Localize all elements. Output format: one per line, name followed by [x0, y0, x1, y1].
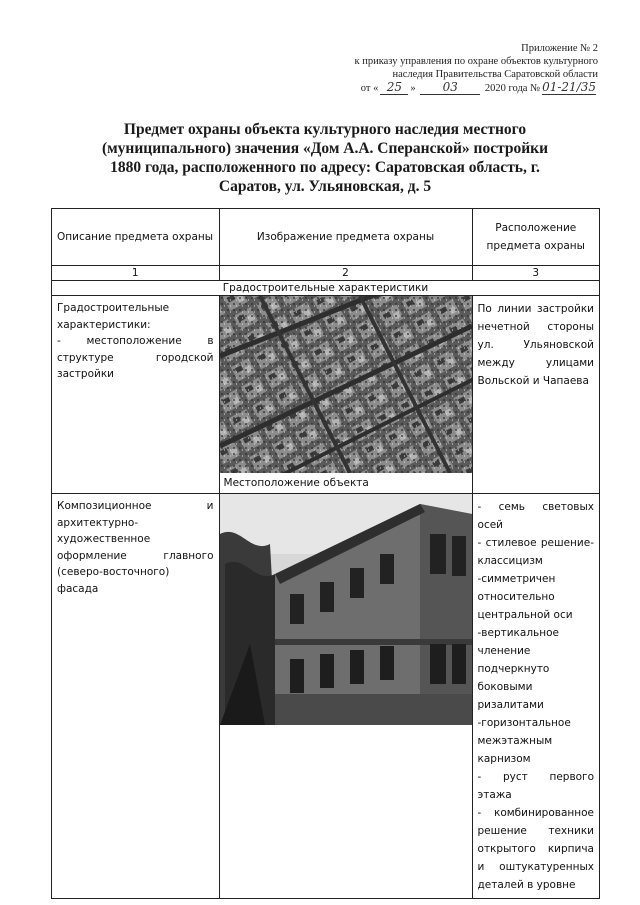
feature-item: -горизонтальное межэтажным карнизом: [477, 717, 571, 765]
appendix-title: Приложение № 2: [521, 43, 598, 54]
table-row: [52, 296, 600, 494]
feature-item: -вертикальное членение подчеркнуто боковыми ризалитами: [477, 627, 559, 711]
facade-photo: [220, 494, 472, 725]
year-text: 2020 года №: [484, 83, 541, 94]
column-number-3: 3: [472, 266, 599, 281]
date-prefix: от «: [360, 83, 379, 94]
row1-desc-item: - местоположение в структуре городской застройки: [57, 335, 214, 380]
table-row: [52, 494, 600, 899]
appendix-order-line: к приказу управления по охране объектов культурного: [354, 56, 598, 67]
header-image: Изображение предмета охраны: [219, 209, 472, 266]
row2-description: Композиционное и архитектурно-художественное оформление главного (северо-восточного) фасада: [52, 494, 220, 899]
section-title: Градостроительные характеристики: [52, 281, 600, 296]
protection-subject-table: [51, 208, 600, 899]
table-header-row: [52, 209, 600, 266]
handwritten-order-number: 01-21/35: [542, 80, 596, 94]
feature-item: - семь световых осей: [477, 501, 594, 531]
feature-item: - комбинированное решение техники открытого кирпича и оштукатуренных деталей в уровне: [477, 807, 594, 891]
row1-description: [52, 296, 220, 494]
appendix-authority-line: наследия Правительства Саратовской области: [392, 69, 598, 80]
handwritten-day: 25: [380, 81, 408, 95]
row1-photo-caption: Местоположение объекта: [223, 477, 369, 489]
column-number-1: 1: [52, 266, 220, 281]
row2-image-cell: [219, 494, 472, 899]
row1-desc-title: Градостроительные характеристики:: [57, 302, 170, 331]
header-description: Описание предмета охраны: [52, 209, 220, 266]
aerial-photo: [220, 296, 472, 473]
date-mid: »: [410, 83, 419, 94]
section-row: [52, 281, 600, 296]
feature-item: - стилевое решение-классицизм: [477, 537, 594, 567]
document-title: Предмет охраны объекта культурного наследия местного (муниципального) значения «Дом А.А. Сперанской» постройки 1880 года, расположенного по адресу: Саратовская область, г. Саратов, ул. Ульяновская, д. 5: [101, 121, 549, 195]
row1-location: По линии застройки нечетной стороны ул. Ульяновской между улицами Вольской и Чапаева: [472, 296, 599, 494]
row2-features: [472, 494, 599, 899]
header-location: Расположение предмета охраны: [472, 209, 599, 266]
column-number-row: [52, 266, 600, 281]
appendix-date-line: [298, 81, 598, 95]
row1-image-cell: [219, 296, 472, 494]
column-number-2: 2: [219, 266, 472, 281]
feature-item: - руст первого этажа: [477, 771, 594, 801]
appendix-header: [298, 42, 598, 95]
handwritten-month: 03: [420, 81, 480, 95]
feature-item: -симметричен относительно центральной оси: [477, 573, 573, 621]
